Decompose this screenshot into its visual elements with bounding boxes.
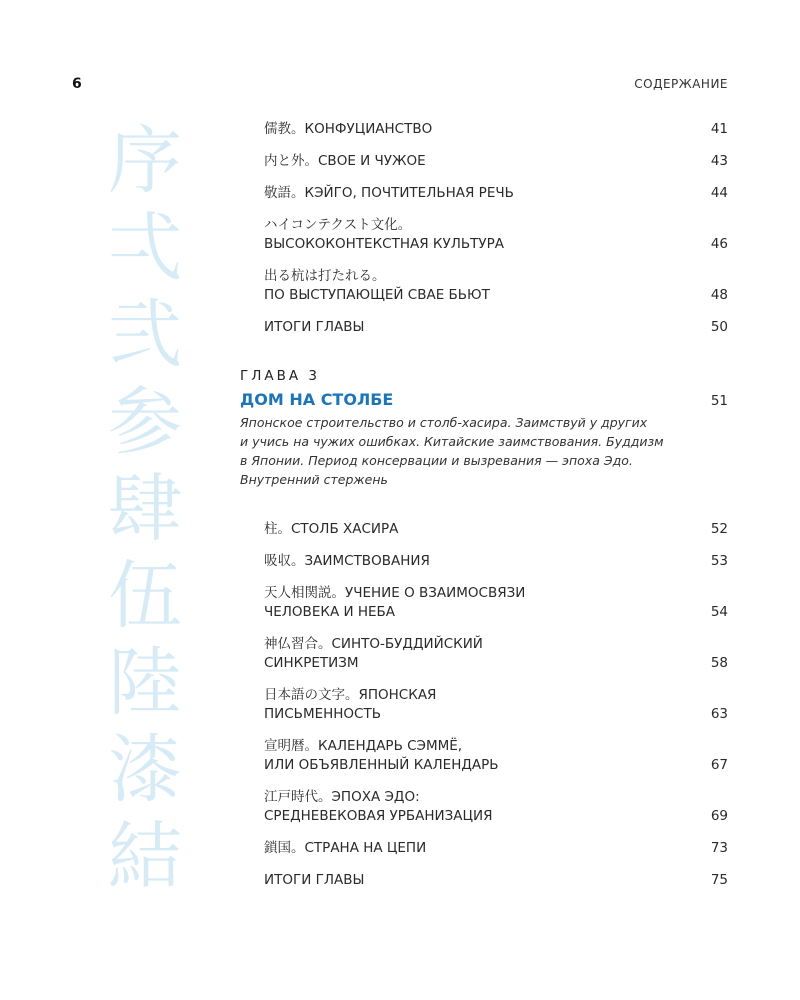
- toc-entry[interactable]: [240, 216, 728, 254]
- toc-entry-page-number: 48: [710, 287, 728, 303]
- toc-entry-page-number: 75: [710, 872, 728, 888]
- toc-entry-title: [264, 788, 688, 826]
- decorative-kanji: 序: [108, 118, 182, 204]
- decorative-kanji: 弌: [108, 205, 182, 291]
- toc-entry-title: [264, 871, 688, 890]
- toc-entry-title-line: ハイコンテクスト文化。: [264, 217, 412, 233]
- toc-entry-title-line: 吸収。ЗАИМСТВОВАНИЯ: [264, 553, 430, 569]
- toc-entry-title-line: 柱。СТОЛБ ХАСИРА: [264, 521, 399, 537]
- toc-list-top: [240, 118, 728, 348]
- toc-entry-title-line: 鎖国。СТРАНА НА ЦЕПИ: [264, 840, 427, 856]
- toc-entry-title-line: 敬語。КЭЙГО, ПОЧТИТЕЛЬНАЯ РЕЧЬ: [264, 185, 514, 201]
- toc-entry[interactable]: [240, 520, 728, 539]
- toc-entry-page-number: 52: [710, 521, 728, 537]
- decorative-kanji: 結: [108, 814, 182, 900]
- toc-entry[interactable]: [240, 635, 728, 673]
- toc-entry-title: [264, 216, 688, 254]
- chapter-description-line: и учись на чужих ошибках. Китайские заимствования. Буддизм: [240, 434, 664, 449]
- toc-entry-title-line: СРЕДНЕВЕКОВАЯ УРБАНИЗАЦИЯ: [264, 808, 493, 824]
- toc-entry-title-line: ПО ВЫСТУПАЮЩЕЙ СВАЕ БЬЮТ: [264, 287, 490, 303]
- toc-entry-page-number: 73: [710, 840, 728, 856]
- toc-entry-title-line: 出る杭は打たれる。: [264, 268, 386, 284]
- toc-entry[interactable]: [240, 686, 728, 724]
- toc-entry-title-line: ПИСЬМЕННОСТЬ: [264, 706, 381, 722]
- toc-entry-title-line: 神仏習合。СИНТО-БУДДИЙСКИЙ: [264, 636, 483, 652]
- toc-entry[interactable]: [240, 267, 728, 305]
- decorative-kanji: 伍: [108, 553, 182, 639]
- chapter-description-line: Японское строительство и столб-хасира. Заимствуй у других: [240, 415, 648, 430]
- toc-entry-page-number: 53: [710, 553, 728, 569]
- toc-entry-title-line: 宣明暦。КАЛЕНДАРЬ СЭММЁ,: [264, 738, 463, 754]
- toc-entry-title: [264, 120, 688, 139]
- page-number: 6: [72, 76, 82, 92]
- toc-entry-title-line: ИТОГИ ГЛАВЫ: [264, 319, 365, 335]
- toc-entry-title-line: 内と外。СВОЕ И ЧУЖОЕ: [264, 153, 426, 169]
- toc-entry-title: [264, 584, 688, 622]
- chapter-page-number: 51: [710, 393, 728, 409]
- decorative-kanji: 漆: [108, 727, 182, 813]
- toc-entry[interactable]: [240, 584, 728, 622]
- toc-entry-title: [264, 520, 688, 539]
- decorative-kanji-column: [104, 118, 186, 901]
- decorative-kanji: 肆: [108, 466, 182, 552]
- toc-entry[interactable]: [240, 839, 728, 858]
- toc-entry[interactable]: [240, 737, 728, 775]
- toc-entry-page-number: 46: [710, 236, 728, 252]
- toc-entry-title: [264, 635, 688, 673]
- chapter-title-row[interactable]: [240, 390, 728, 409]
- toc-entry-title-line: 儒教。КОНФУЦИАНСТВО: [264, 121, 433, 137]
- toc-entry[interactable]: [240, 152, 728, 171]
- toc-entry-page-number: 54: [710, 604, 728, 620]
- toc-entry[interactable]: [240, 184, 728, 203]
- toc-entry-title: [264, 267, 688, 305]
- decorative-kanji: 参: [108, 379, 182, 465]
- chapter-description-line: в Японии. Период консервации и вызревания — эпоха Эдо.: [240, 453, 633, 468]
- toc-entry-title-line: 天人相関説。УЧЕНИЕ О ВЗАИМОСВЯЗИ: [264, 585, 526, 601]
- toc-entry-title: [264, 737, 688, 775]
- chapter-block: [240, 368, 728, 489]
- toc-entry-title-line: ИЛИ ОБЪЯВЛЕННЫЙ КАЛЕНДАРЬ: [264, 757, 499, 773]
- chapter-description-line: Внутренний стержень: [240, 472, 388, 487]
- chapter-label: ГЛАВА 3: [240, 368, 320, 384]
- running-head: СОДЕРЖАНИЕ: [634, 77, 728, 91]
- toc-entry-page-number: 58: [710, 655, 728, 671]
- toc-entry[interactable]: [240, 871, 728, 890]
- toc-entry[interactable]: [240, 318, 728, 337]
- toc-entry-title-line: ИТОГИ ГЛАВЫ: [264, 872, 365, 888]
- toc-entry-page-number: 63: [710, 706, 728, 722]
- table-of-contents: [240, 118, 728, 888]
- chapter-description: [240, 413, 680, 489]
- toc-entry-title: [264, 184, 688, 203]
- chapter-title: ДОМ НА СТОЛБЕ: [240, 390, 394, 409]
- toc-entry[interactable]: [240, 552, 728, 571]
- toc-entry-title: [264, 552, 688, 571]
- toc-entry[interactable]: [240, 788, 728, 826]
- toc-entry[interactable]: [240, 120, 728, 139]
- toc-entry-title-line: ЧЕЛОВЕКА И НЕБА: [264, 604, 396, 620]
- toc-entry-title: [264, 839, 688, 858]
- toc-entry-page-number: 44: [710, 185, 728, 201]
- toc-entry-title-line: 江戸時代。ЭПОХА ЭДО:: [264, 789, 420, 805]
- decorative-kanji: 陸: [108, 640, 182, 726]
- toc-entry-page-number: 43: [710, 153, 728, 169]
- toc-entry-page-number: 41: [710, 121, 728, 137]
- toc-entry-title: [264, 152, 688, 171]
- toc-entry-title-line: 日本語の文字。ЯПОНСКАЯ: [264, 687, 437, 703]
- toc-entry-page-number: 67: [710, 757, 728, 773]
- toc-entry-title-line: ВЫСОКОКОНТЕКСТНАЯ КУЛЬТУРА: [264, 236, 504, 252]
- toc-entry-page-number: 50: [710, 319, 728, 335]
- toc-entry-title: [264, 318, 688, 337]
- toc-entry-title: [264, 686, 688, 724]
- toc-entry-title-line: СИНКРЕТИЗМ: [264, 655, 359, 671]
- decorative-kanji: 弐: [108, 292, 182, 378]
- toc-entry-page-number: 69: [710, 808, 728, 824]
